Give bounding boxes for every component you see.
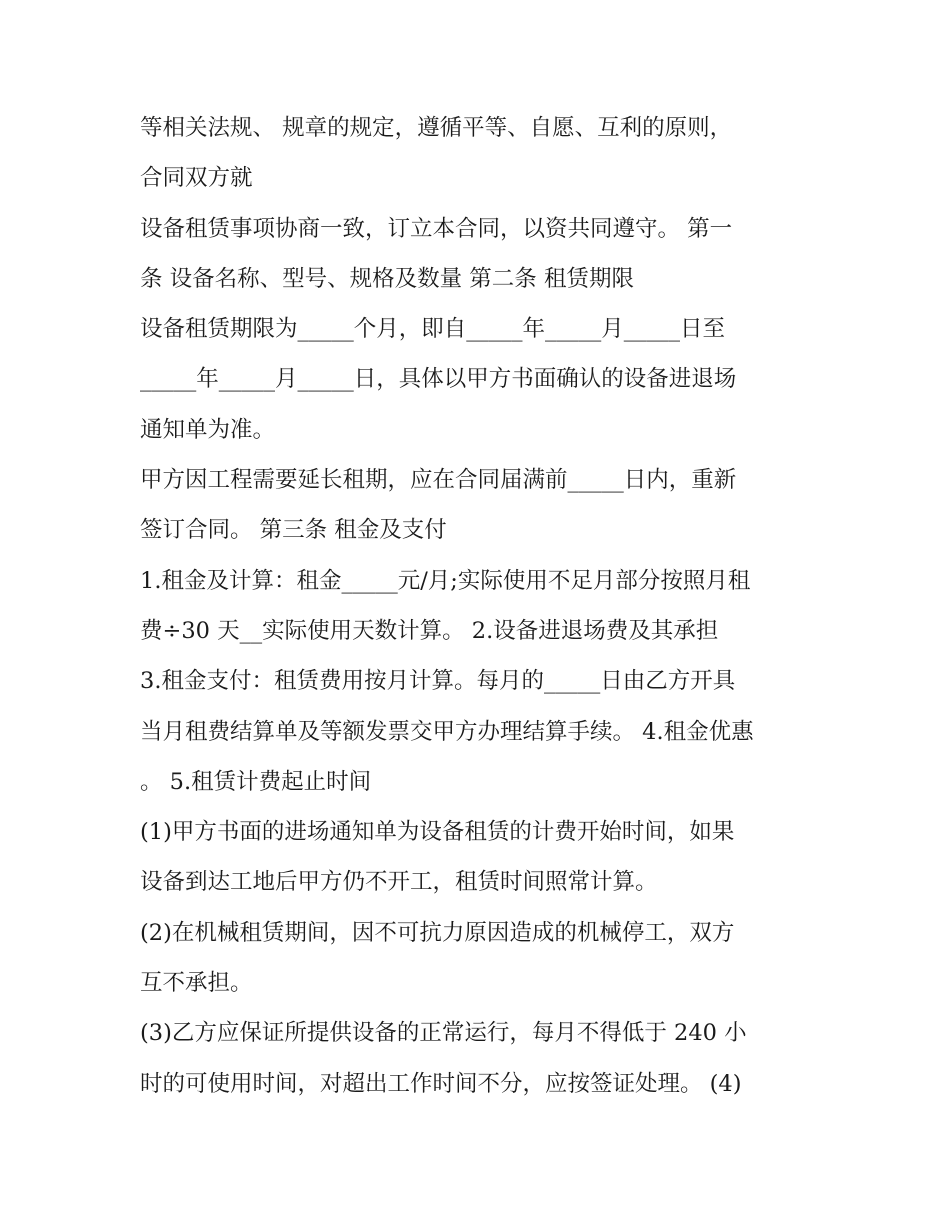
text-line-4: 条 设备名称、型号、规格及数量 第二条 租赁期限 bbox=[140, 265, 634, 292]
text-line-9: 签订合同。 第三条 租金及支付 bbox=[140, 517, 447, 544]
text-line-11: 费÷30 天__实际使用天数计算。 2.设备进退场费及其承担 bbox=[140, 617, 719, 644]
text-line-19: (3)乙方应保证所提供设备的正常运行，每月不得低于 240 小 bbox=[140, 1020, 747, 1047]
text-line-10: 1.租金及计算：租金_____元/月;实际使用不足月部分按照月租 bbox=[140, 567, 751, 594]
text-line-3: 设备租赁事项协商一致，订立本合同，以资共同遵守。 第一 bbox=[140, 215, 733, 242]
text-line-7: 通知单为准。 bbox=[140, 416, 276, 443]
text-line-13: 当月租费结算单及等额发票交甲方办理结算手续。 4.租金优惠 bbox=[140, 718, 754, 745]
text-line-8: 甲方因工程需要延长租期，应在合同届满前_____日内，重新 bbox=[140, 467, 737, 494]
text-line-17: (2)在机械租赁期间，因不可抗力原因造成的机械停工，双方 bbox=[140, 919, 735, 946]
text-line-18: 互不承担。 bbox=[140, 970, 253, 997]
contract-text bbox=[140, 103, 820, 1109]
text-line-2: 合同双方就 bbox=[140, 165, 253, 192]
text-line-6: _____年_____月_____日，具体以甲方书面确认的设备进退场 bbox=[140, 366, 737, 393]
text-line-12: 3.租金支付：租赁费用按月计算。每月的_____日由乙方开具 bbox=[140, 668, 736, 695]
text-line-5: 设备租赁期限为_____个月，即自_____年_____月_____日至 bbox=[140, 316, 726, 343]
text-line-14: 。 5.租赁计费起止时间 bbox=[140, 768, 372, 795]
text-line-16: 设备到达工地后甲方仍不开工，租赁时间照常计算。 bbox=[140, 869, 658, 896]
text-line-1: 等相关法规、 规章的规定，遵循平等、自愿、互利的原则， bbox=[140, 115, 733, 141]
text-line-15: (1)甲方书面的进场通知单为设备租赁的计费开始时间，如果 bbox=[140, 819, 735, 846]
text-line-20: 时的可使用时间，对超出工作时间不分，应按签证处理。 (4) bbox=[140, 1070, 742, 1097]
